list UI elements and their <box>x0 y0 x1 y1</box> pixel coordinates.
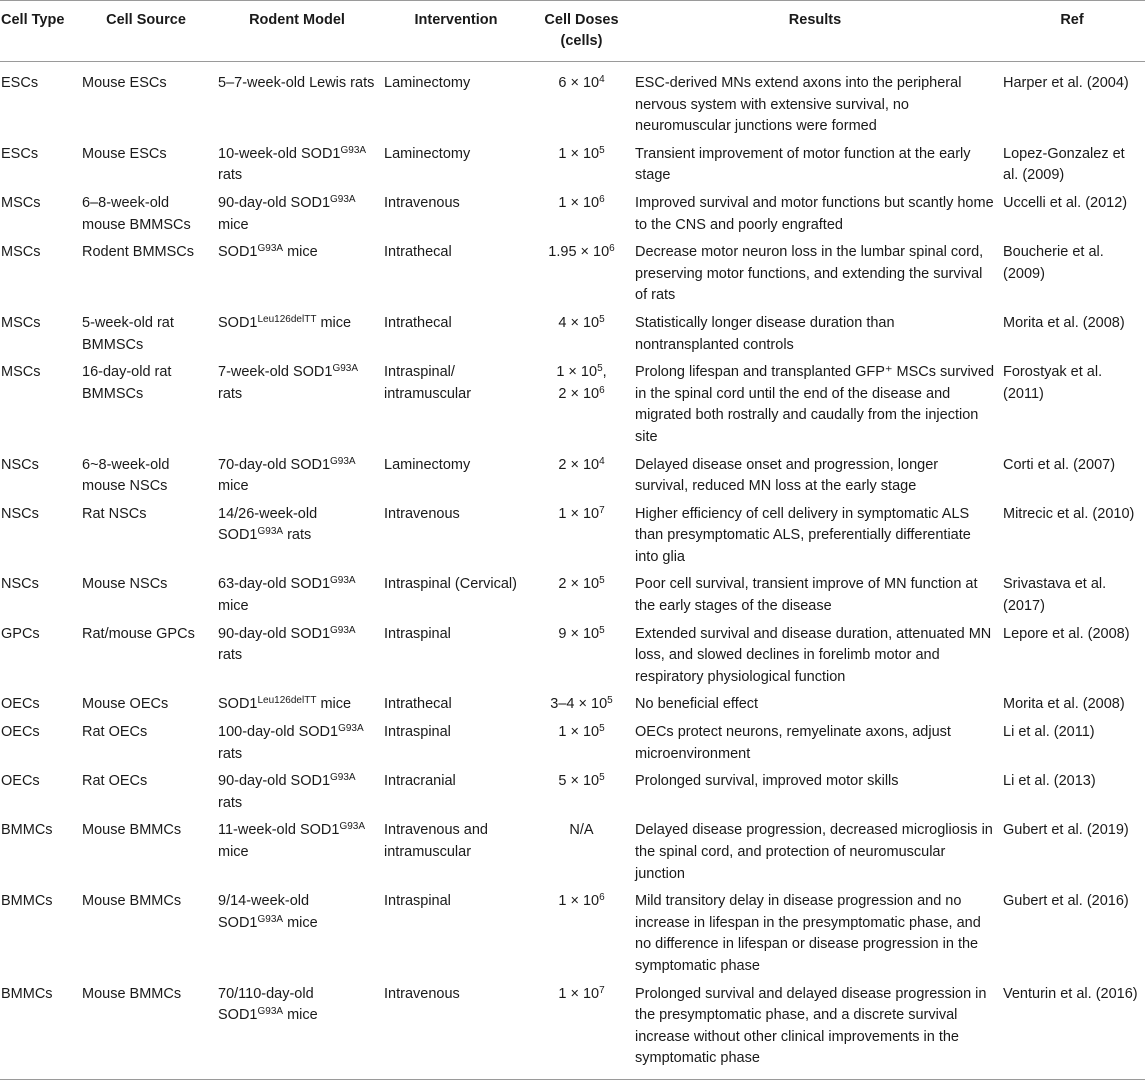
cell-dose-line <box>536 820 627 842</box>
cell-dose-superscript: 6 <box>599 193 605 205</box>
results: Statistically longer disease duration than nontransplanted controls <box>635 314 895 353</box>
cell-dose-text: 1 × 10 <box>558 145 600 162</box>
cell-dose-superscript: 7 <box>599 504 605 516</box>
cell-dose <box>532 621 631 692</box>
reference: Li et al. (2011) <box>1003 724 1095 741</box>
header-rodent-model: Rodent Model <box>249 12 345 28</box>
intervention: Laminectomy <box>384 75 471 91</box>
rodent-model-superscript: G93A <box>330 575 356 587</box>
cell-type: OECs <box>1 773 40 790</box>
cell-source: Rat NSCs <box>82 505 147 522</box>
cell-type: NSCs <box>1 505 39 522</box>
intervention: Intravenous <box>384 505 460 522</box>
cell-type: ESCs <box>1 145 39 162</box>
cell-dose-superscript: 7 <box>599 984 605 996</box>
table-row <box>0 888 1145 980</box>
rodent-model-superscript: G93A <box>257 526 284 538</box>
rodent-model-text: mice <box>283 914 318 931</box>
table-row <box>0 62 1145 141</box>
cell-dose-line <box>536 984 627 1006</box>
cell-source: Rodent BMMSCs <box>82 244 195 261</box>
rodent-model-text: mice <box>218 598 249 615</box>
rodent-model <box>214 190 380 239</box>
cell-dose-line <box>536 891 627 913</box>
cell-type: OECs <box>1 724 40 741</box>
rodent-model-text: mice <box>218 478 249 495</box>
cell-dose <box>532 501 631 572</box>
rodent-model-text: rats <box>218 385 243 402</box>
table-row <box>0 571 1145 620</box>
table-header <box>0 1 1145 62</box>
cell-source: 16-day-old rat BMMSCs <box>82 364 172 402</box>
cell-dose-text: 2 × 10 <box>558 385 600 402</box>
intervention: Intraspinal <box>384 724 451 741</box>
results: Improved survival and motor functions but scantly home to the CNS and poorly engrafted <box>635 194 994 233</box>
cell-dose-text: 1 × 10 <box>556 364 598 381</box>
cell-type: OECs <box>1 696 40 713</box>
cell-dose-text: 6 × 10 <box>558 75 600 91</box>
cell-type: GPCs <box>1 625 40 642</box>
cell-dose <box>532 719 631 768</box>
rodent-model <box>214 141 380 190</box>
cell-dose-line <box>536 144 627 166</box>
cell-source: 6~8-week-old mouse NSCs <box>82 456 170 495</box>
cell-dose-superscript: 5 <box>607 695 613 707</box>
cell-dose-text: 1 × 10 <box>558 985 600 1002</box>
rodent-model-text: 90-day-old SOD1 <box>218 773 331 790</box>
results: Delayed disease onset and progression, longer survival, reduced MN loss at the early stage <box>635 456 939 495</box>
cell-type: MSCs <box>1 314 41 331</box>
results: No beneficial effect <box>635 696 759 713</box>
rodent-model-text: SOD1 <box>218 696 258 713</box>
rodent-model-text: 100-day-old SOD1 <box>218 724 339 741</box>
intervention: Intravenous and intramuscular <box>384 822 488 860</box>
rodent-model-text: mice <box>218 216 249 233</box>
results: Poor cell survival, transient improve of MN function at the early stages of the disease <box>635 576 978 615</box>
cell-type: BMMCs <box>1 822 53 839</box>
rodent-model-superscript: Leu126delTT <box>257 695 317 707</box>
cell-dose-text: 5 × 10 <box>558 773 600 790</box>
intervention: Laminectomy <box>384 456 471 473</box>
cell-dose <box>532 62 631 141</box>
cell-source: Mouse ESCs <box>82 145 167 162</box>
rodent-model-text: SOD1 <box>218 314 258 331</box>
intervention: Intraspinal <box>384 625 451 642</box>
reference: Forostyak et al. (2011) <box>1003 364 1103 402</box>
cell-source: Mouse BMMCs <box>82 822 182 839</box>
header-results: Results <box>788 12 842 28</box>
header-ref: Ref <box>1060 12 1084 28</box>
cell-type: MSCs <box>1 194 41 211</box>
reference: Venturin et al. (2016) <box>1003 985 1138 1002</box>
cell-type: MSCs <box>1 364 41 381</box>
table-row <box>0 817 1145 888</box>
rodent-model <box>214 310 380 359</box>
cell-dose <box>532 768 631 817</box>
cell-dose-superscript: 4 <box>599 74 605 85</box>
rodent-model-text: mice <box>218 844 249 860</box>
cell-dose-line <box>536 73 627 95</box>
reference: Morita et al. (2008) <box>1003 696 1125 713</box>
cell-dose-line <box>536 504 627 526</box>
results: Prolonged survival, improved motor skills <box>635 773 899 790</box>
intervention: Intraspinal/ intramuscular <box>384 364 472 402</box>
rodent-model-superscript: Leu126delTT <box>257 313 317 325</box>
cell-dose <box>532 452 631 501</box>
cell-dose-text: 1.95 × 10 <box>548 244 610 261</box>
rodent-model <box>214 239 380 310</box>
cell-dose <box>532 981 631 1080</box>
rodent-model-text: rats <box>218 167 243 184</box>
table-row <box>0 768 1145 817</box>
cell-dose <box>532 310 631 359</box>
rodent-model-superscript: G93A <box>338 723 364 735</box>
rodent-model-superscript: G93A <box>330 193 356 205</box>
rodent-model-text: 70-day-old SOD1 <box>218 456 331 473</box>
cell-dose-superscript: 5 <box>599 772 605 784</box>
intervention: Intrathecal <box>384 696 452 713</box>
rodent-model <box>214 817 380 888</box>
cell-dose <box>532 817 631 888</box>
rodent-model <box>214 62 380 141</box>
cell-type: BMMCs <box>1 985 53 1002</box>
cell-dose-superscript: 6 <box>599 892 605 904</box>
cell-dose-text: 1 × 10 <box>558 505 600 522</box>
results: Transient improvement of motor function at the early stage <box>635 145 971 184</box>
reference: Harper et al. (2004) <box>1003 75 1129 91</box>
results: ESC-derived MNs extend axons into the peripheral nervous system with extensive survival, no neuromuscular junctions were formed <box>635 75 962 135</box>
cell-dose-superscript: 5 <box>599 575 605 587</box>
intervention: Intrathecal <box>384 314 452 331</box>
results: Delayed disease progression, decreased microgliosis in the spinal cord, and protection of neuromuscular junction <box>635 822 993 882</box>
table-row <box>0 452 1145 501</box>
cell-dose-superscript: 5 <box>599 313 605 325</box>
cell-dose-line <box>536 722 627 744</box>
table-row <box>0 239 1145 310</box>
header-intervention: Intervention <box>414 12 498 28</box>
rodent-model <box>214 621 380 692</box>
results: Higher efficiency of cell delivery in symptomatic ALS than presymptomatic ALS, preferentially differentiate into glia <box>635 505 971 565</box>
cell-dose <box>532 691 631 719</box>
cell-source: Rat/mouse GPCs <box>82 625 195 642</box>
rodent-model-superscript: G93A <box>257 1006 284 1018</box>
intervention: Intrathecal <box>384 244 452 261</box>
rodent-model-text: 90-day-old SOD1 <box>218 194 331 211</box>
rodent-model-superscript: G93A <box>257 243 284 255</box>
intervention: Intracranial <box>384 773 456 790</box>
header-cell-doses-line2: (cells) <box>560 33 603 49</box>
cell-source: 5-week-old rat BMMSCs <box>82 314 174 353</box>
intervention: Intraspinal (Cervical) <box>384 576 517 593</box>
rodent-model <box>214 452 380 501</box>
results: Extended survival and disease duration, attenuated MN loss, and slowed declines in forelimb motor and respiratory physiological function <box>635 625 992 685</box>
cell-dose <box>532 190 631 239</box>
cell-dose-superscript: 6 <box>599 384 605 396</box>
rodent-model-text: rats <box>218 647 243 664</box>
cell-dose-text: N/A <box>569 822 594 839</box>
reference: Lepore et al. (2008) <box>1003 625 1130 642</box>
cell-dose-line <box>536 455 627 477</box>
rodent-model-text: rats <box>218 794 243 811</box>
results: Prolong lifespan and transplanted GFP⁺ MSCs survived in the spinal cord until the end of the disease and migrated both rostrally and caudally from the injection site <box>635 364 995 445</box>
cell-source: Rat OECs <box>82 724 148 741</box>
rodent-model <box>214 359 380 451</box>
rodent-model-text: mice <box>283 1007 318 1024</box>
cell-dose-line <box>536 313 627 335</box>
reference: Morita et al. (2008) <box>1003 314 1125 331</box>
header-cell-type: Cell Type <box>1 12 65 28</box>
rodent-model-superscript: G93A <box>257 913 284 925</box>
table-row <box>0 501 1145 572</box>
cell-dose-suffix: , <box>602 364 607 381</box>
rodent-model-superscript: G93A <box>340 144 367 156</box>
reference: Lopez-Gonzalez et al. (2009) <box>1003 145 1125 184</box>
rodent-model-superscript: G93A <box>339 821 366 833</box>
intervention: Intravenous <box>384 194 460 211</box>
header-cell-doses-line1: Cell Doses <box>544 12 619 28</box>
cell-dose <box>532 239 631 310</box>
cell-dose-line <box>536 574 627 596</box>
rodent-model-text: SOD1 <box>218 244 258 261</box>
header-row <box>0 1 1145 62</box>
reference: Srivastava et al. (2017) <box>1003 576 1107 615</box>
reference: Uccelli et al. (2012) <box>1003 194 1128 211</box>
header-cell-doses <box>532 1 631 62</box>
rodent-model-text: 10-week-old SOD1 <box>218 145 341 162</box>
cell-dose-text: 1 × 10 <box>558 194 600 211</box>
rodent-model-superscript: G93A <box>330 624 356 636</box>
rodent-model <box>214 571 380 620</box>
rodent-model-text: 63-day-old SOD1 <box>218 576 331 593</box>
reference: Corti et al. (2007) <box>1003 456 1116 473</box>
rodent-model-text: 7-week-old SOD1 <box>218 364 333 381</box>
rodent-model-text: 5–7-week-old Lewis rats <box>218 75 375 91</box>
cell-dose-line <box>536 624 627 646</box>
cell-dose <box>532 888 631 980</box>
cell-source: Mouse BMMCs <box>82 985 182 1002</box>
cell-type: NSCs <box>1 576 39 593</box>
results: Prolonged survival and delayed disease progression in the presymptomatic phase, and a discrete survival increase without other clinical improvements in the symptomatic phase <box>635 985 987 1067</box>
results: Decrease motor neuron loss in the lumbar spinal cord, preserving motor functions, and extending the survival of rats <box>635 244 984 304</box>
table-row <box>0 190 1145 239</box>
table-row <box>0 691 1145 719</box>
cell-dose <box>532 141 631 190</box>
cell-dose-superscript: 4 <box>599 455 605 467</box>
table-row <box>0 359 1145 451</box>
reference: Boucherie et al. (2009) <box>1003 244 1104 282</box>
reference: Gubert et al. (2019) <box>1003 822 1129 839</box>
cell-dose-text: 4 × 10 <box>558 314 600 331</box>
rodent-model-superscript: G93A <box>330 772 356 784</box>
rodent-model-superscript: G93A <box>330 455 356 467</box>
cell-dose-line <box>536 242 627 264</box>
cell-dose-text: 1 × 10 <box>558 724 600 741</box>
cell-dose <box>532 359 631 451</box>
reference: Gubert et al. (2016) <box>1003 893 1129 910</box>
rodent-model <box>214 768 380 817</box>
cell-dose-line <box>536 193 627 215</box>
cell-dose-line <box>536 384 627 406</box>
rodent-model <box>214 888 380 980</box>
rodent-model-text: mice <box>283 244 318 261</box>
header-cell-source: Cell Source <box>106 12 186 28</box>
cell-source: Mouse BMMCs <box>82 893 182 910</box>
rodent-model-text: 70/110-day-old SOD1 <box>218 985 314 1024</box>
cell-dose <box>532 571 631 620</box>
intervention: Intraspinal <box>384 893 451 910</box>
cell-type: NSCs <box>1 456 39 473</box>
table-row <box>0 141 1145 190</box>
rodent-model <box>214 719 380 768</box>
cell-dose-superscript: 5 <box>599 723 605 735</box>
results: Mild transitory delay in disease progression and no increase in lifespan in the presymptomatic phase, and no difference in lifespan or disease progression in the symptomatic phase <box>635 893 981 974</box>
cell-dose-line <box>536 771 627 793</box>
table-row <box>0 981 1145 1080</box>
reference: Mitrecic et al. (2010) <box>1003 505 1135 522</box>
cell-source: Rat OECs <box>82 773 148 790</box>
cell-dose-superscript: 5 <box>599 144 605 156</box>
cell-type: MSCs <box>1 244 41 261</box>
rodent-model-text: rats <box>218 745 243 762</box>
cell-dose-superscript: 6 <box>609 243 615 255</box>
cell-dose-line <box>536 694 627 716</box>
rodent-model <box>214 691 380 719</box>
intervention: Intravenous <box>384 985 460 1002</box>
results: OECs protect neurons, remyelinate axons, adjust microenvironment <box>635 724 951 762</box>
cell-dose-text: 3–4 × 10 <box>550 696 608 713</box>
cell-dose-superscript: 5 <box>599 624 605 636</box>
rodent-model-text: rats <box>283 527 312 544</box>
cell-type: ESCs <box>1 75 39 91</box>
cell-dose-text: 2 × 10 <box>558 576 600 593</box>
cell-dose-text: 9 × 10 <box>558 625 600 642</box>
reference: Li et al. (2013) <box>1003 773 1096 790</box>
cell-dose-text: 2 × 10 <box>558 456 600 473</box>
rodent-model-text: mice <box>316 696 352 713</box>
rodent-model-text: 90-day-old SOD1 <box>218 625 331 642</box>
rodent-model-text: mice <box>316 314 352 331</box>
cell-dose-text: 1 × 10 <box>558 893 600 910</box>
cell-dose-line <box>536 362 627 384</box>
table-row <box>0 621 1145 692</box>
rodent-model-text: 11-week-old SOD1 <box>218 822 340 839</box>
cell-type: BMMCs <box>1 893 53 910</box>
table-row <box>0 310 1145 359</box>
rodent-model-superscript: G93A <box>332 363 359 375</box>
cell-dose-superscript: 5 <box>597 363 603 375</box>
table-body <box>0 62 1145 1080</box>
table-row <box>0 719 1145 768</box>
cell-source: 6–8-week-old mouse BMMSCs <box>82 194 191 233</box>
rodent-model <box>214 501 380 572</box>
rodent-model-text: 9/14-week-old SOD1 <box>218 893 310 931</box>
rodent-model <box>214 981 380 1080</box>
cell-source: Mouse NSCs <box>82 576 168 593</box>
cell-source: Mouse OECs <box>82 696 169 713</box>
rodent-model-text: 14/26-week-old SOD1 <box>218 505 318 544</box>
cell-source: Mouse ESCs <box>82 75 167 91</box>
intervention: Laminectomy <box>384 145 471 162</box>
